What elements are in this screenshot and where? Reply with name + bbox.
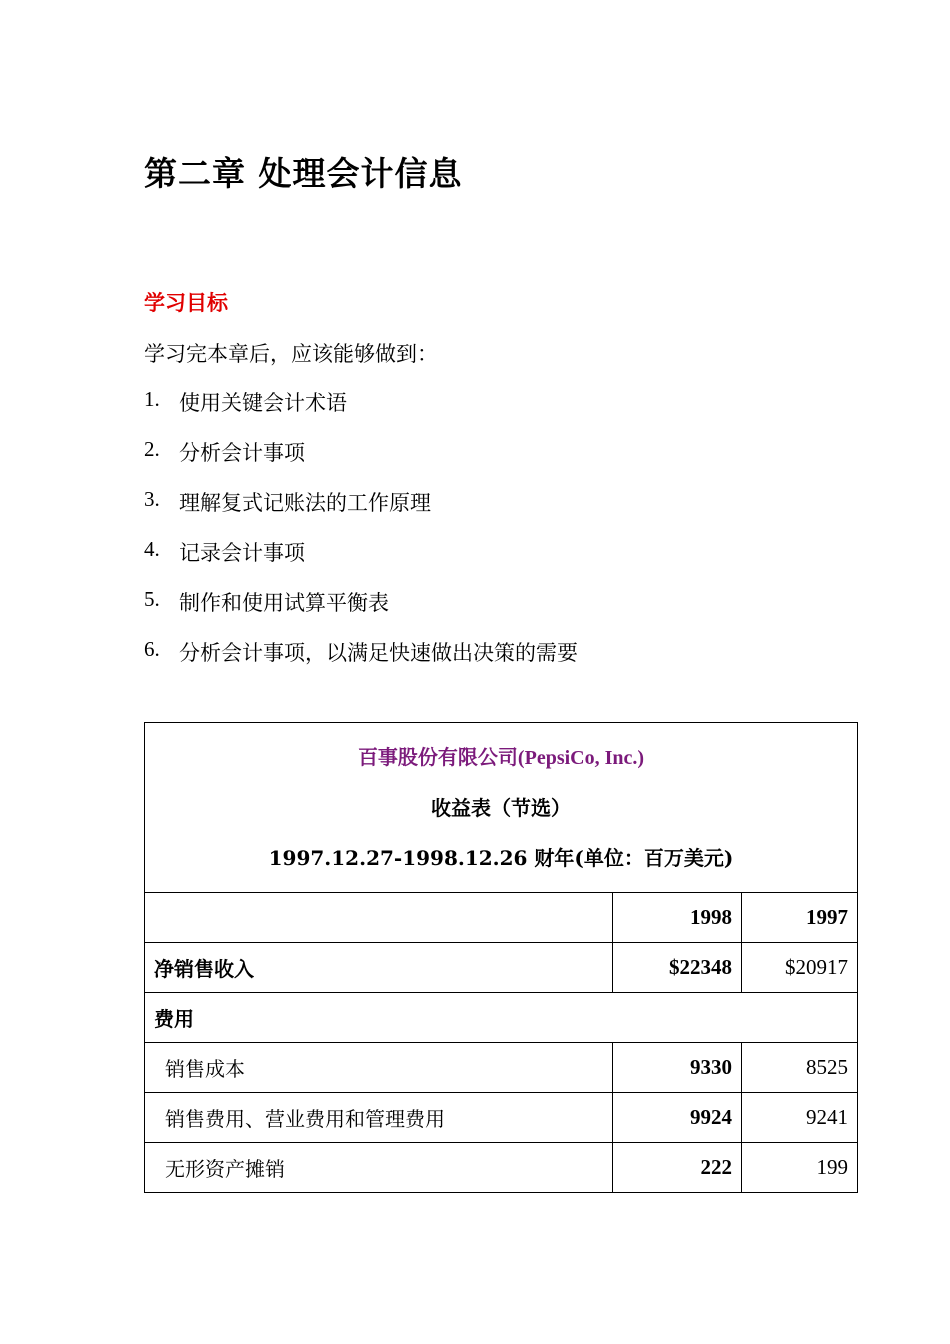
list-item-number: 3. — [144, 487, 160, 511]
list-item-number: 2. — [144, 437, 160, 461]
list-item — [144, 637, 578, 687]
value-1998: $22348 — [613, 943, 742, 993]
list-item-text: 分析会计事项，以满足快速做出决策的需要 — [179, 641, 578, 665]
list-item-number: 4. — [144, 537, 160, 561]
list-item-text: 记录会计事项 — [179, 541, 305, 565]
empty-cell — [145, 893, 613, 943]
table-row — [145, 1043, 858, 1093]
row-label: 无形资产摊销 — [145, 1143, 613, 1193]
table-row — [145, 1093, 858, 1143]
expenses-label: 费用 — [145, 993, 858, 1043]
value-1997: 199 — [742, 1143, 858, 1193]
value-1997: 8525 — [742, 1043, 858, 1093]
list-item-number: 5. — [144, 587, 160, 611]
statement-title: 收益表（节选） — [431, 796, 571, 820]
row-label: 净销售收入 — [145, 943, 613, 993]
fiscal-period: 1997.12.27-1998.12.26 财年(单位：百万美元) — [268, 846, 734, 870]
list-item-text: 制作和使用试算平衡表 — [179, 591, 389, 615]
column-header-1997: 1997 — [742, 893, 858, 943]
table-header-row — [145, 723, 858, 893]
list-item-text: 分析会计事项 — [179, 441, 305, 465]
list-item — [144, 487, 578, 537]
list-item-number: 6. — [144, 637, 160, 661]
list-item-text: 使用关键会计术语 — [179, 391, 347, 415]
value-1998: 222 — [613, 1143, 742, 1193]
objectives-heading: 学习目标 — [144, 290, 228, 315]
list-item-text: 理解复式记账法的工作原理 — [179, 491, 431, 515]
list-item-number: 1. — [144, 387, 160, 411]
value-1998: 9924 — [613, 1093, 742, 1143]
company-name: 百事股份有限公司(PepsiCo, Inc.) — [357, 747, 645, 769]
row-label: 销售成本 — [145, 1043, 613, 1093]
list-item — [144, 437, 578, 487]
table-caption — [145, 723, 858, 893]
objectives-intro: 学习完本章后，应该能够做到： — [144, 342, 438, 366]
table-row — [145, 893, 858, 943]
list-item — [144, 537, 578, 587]
table-row — [145, 943, 858, 993]
table-row — [145, 993, 858, 1043]
value-1997: $20917 — [742, 943, 858, 993]
table-row — [145, 1143, 858, 1193]
objectives-list — [144, 387, 578, 687]
value-1998: 9330 — [613, 1043, 742, 1093]
income-statement-table — [144, 722, 858, 1193]
chapter-title: 第二章 处理会计信息 — [144, 154, 463, 193]
list-item — [144, 387, 578, 437]
row-label: 销售费用、营业费用和管理费用 — [145, 1093, 613, 1143]
value-1997: 9241 — [742, 1093, 858, 1143]
list-item — [144, 587, 578, 637]
column-header-1998: 1998 — [613, 893, 742, 943]
